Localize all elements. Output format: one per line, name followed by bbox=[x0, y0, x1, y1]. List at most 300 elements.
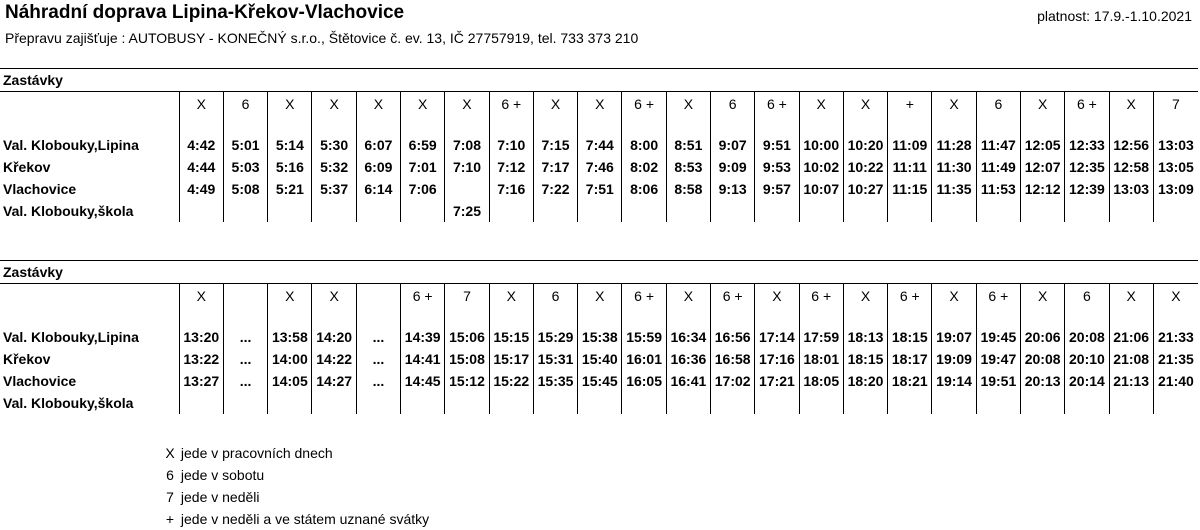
departure-time: 15:06 bbox=[445, 326, 489, 348]
empty-cell bbox=[445, 116, 489, 134]
departure-time bbox=[1153, 392, 1198, 414]
departure-time: 12:07 bbox=[1020, 156, 1064, 178]
departure-time: 16:05 bbox=[622, 370, 666, 392]
departure-time bbox=[1020, 392, 1064, 414]
empty-cell bbox=[843, 308, 887, 326]
day-code: 6 + bbox=[711, 284, 755, 309]
departure-time: 14:39 bbox=[401, 326, 445, 348]
day-code: 7 bbox=[445, 284, 489, 309]
departure-time: 16:01 bbox=[622, 348, 666, 370]
departure-time: 18:15 bbox=[843, 348, 887, 370]
departure-time: 14:00 bbox=[268, 348, 312, 370]
departure-time: 10:22 bbox=[843, 156, 887, 178]
departure-time bbox=[711, 200, 755, 222]
departure-time bbox=[666, 200, 710, 222]
day-code: 6 bbox=[533, 284, 577, 309]
day-code: X bbox=[1109, 92, 1153, 117]
empty-cell bbox=[356, 116, 400, 134]
day-code: X bbox=[755, 284, 799, 309]
departure-time bbox=[843, 392, 887, 414]
departure-time: 18:05 bbox=[799, 370, 843, 392]
departure-time: 6:07 bbox=[356, 134, 400, 156]
departure-time: 12:58 bbox=[1109, 156, 1153, 178]
empty-cell bbox=[1065, 116, 1109, 134]
departure-time: 7:10 bbox=[489, 134, 533, 156]
departure-time: 4:44 bbox=[179, 156, 223, 178]
departure-time bbox=[843, 200, 887, 222]
departure-time: 5:16 bbox=[268, 156, 312, 178]
departure-time: 16:58 bbox=[711, 348, 755, 370]
departure-time: 10:07 bbox=[799, 178, 843, 200]
operator-info: Přepravu zajišťuje : AUTOBUSY - KONEČNÝ s.r.o., Štětovice č. ev. 13, IČ 27757919, tel. 733 373 210 bbox=[5, 30, 639, 46]
day-code: X bbox=[179, 92, 223, 117]
day-codes-row bbox=[0, 92, 1198, 117]
departure-time bbox=[312, 392, 356, 414]
departure-time: 17:16 bbox=[755, 348, 799, 370]
empty-cell bbox=[445, 308, 489, 326]
departure-time: 16:34 bbox=[666, 326, 710, 348]
empty-cell bbox=[711, 116, 755, 134]
departure-time: 15:22 bbox=[489, 370, 533, 392]
stop-name: Křekov bbox=[3, 351, 51, 367]
stop-row bbox=[0, 156, 1198, 178]
day-code: 6 + bbox=[622, 284, 666, 309]
departure-time bbox=[1065, 392, 1109, 414]
departure-time: 7:22 bbox=[533, 178, 577, 200]
departure-time: 8:58 bbox=[666, 178, 710, 200]
departure-time: 14:45 bbox=[401, 370, 445, 392]
day-code bbox=[356, 284, 400, 309]
departure-time: 4:42 bbox=[179, 134, 223, 156]
day-code: X bbox=[578, 284, 622, 309]
departure-time: 12:12 bbox=[1020, 178, 1064, 200]
stop-row bbox=[0, 392, 1198, 414]
empty-cell bbox=[666, 116, 710, 134]
empty-cell bbox=[976, 116, 1020, 134]
departure-time: 20:13 bbox=[1020, 370, 1064, 392]
departure-time bbox=[622, 200, 666, 222]
legend-item bbox=[163, 486, 429, 508]
day-code: X bbox=[843, 92, 887, 117]
departure-time: 14:22 bbox=[312, 348, 356, 370]
day-code: 6 bbox=[1065, 284, 1109, 309]
departure-time: 6:09 bbox=[356, 156, 400, 178]
day-code: X bbox=[843, 284, 887, 309]
departure-time: 17:21 bbox=[755, 370, 799, 392]
departure-time: 10:27 bbox=[843, 178, 887, 200]
empty-cell bbox=[489, 308, 533, 326]
empty-cell bbox=[489, 116, 533, 134]
departure-time: 18:01 bbox=[799, 348, 843, 370]
departure-time: 21:33 bbox=[1153, 326, 1198, 348]
empty-cell bbox=[799, 308, 843, 326]
departure-time: 14:27 bbox=[312, 370, 356, 392]
departure-time bbox=[976, 200, 1020, 222]
departure-time: 8:53 bbox=[666, 156, 710, 178]
timetable bbox=[0, 68, 1198, 222]
empty-cell bbox=[1065, 308, 1109, 326]
day-code: X bbox=[932, 92, 976, 117]
day-code: X bbox=[179, 284, 223, 309]
page-title: Náhradní doprava Lipina-Křekov-Vlachovice bbox=[5, 2, 405, 23]
day-code: 6 + bbox=[888, 284, 932, 309]
departure-time bbox=[888, 392, 932, 414]
empty-cell bbox=[843, 116, 887, 134]
legend-symbol: 7 bbox=[166, 489, 174, 505]
empty-cell bbox=[0, 92, 179, 117]
empty-cell bbox=[268, 116, 312, 134]
departure-time bbox=[445, 392, 489, 414]
departure-time bbox=[489, 392, 533, 414]
departure-time: 4:49 bbox=[179, 178, 223, 200]
stops-header: Zastávky bbox=[0, 261, 1198, 284]
departure-time: 11:47 bbox=[976, 134, 1020, 156]
departure-time: 13:03 bbox=[1109, 178, 1153, 200]
departure-time: 11:53 bbox=[976, 178, 1020, 200]
departure-time: 9:09 bbox=[711, 156, 755, 178]
departure-time: 14:05 bbox=[268, 370, 312, 392]
legend-text: jede v sobotu bbox=[180, 467, 265, 483]
departure-time bbox=[179, 392, 223, 414]
departure-time: 16:41 bbox=[666, 370, 710, 392]
day-code: X bbox=[1109, 284, 1153, 309]
departure-time bbox=[932, 392, 976, 414]
empty-cell bbox=[533, 308, 577, 326]
empty-cell bbox=[755, 308, 799, 326]
departure-time bbox=[799, 200, 843, 222]
empty-cell bbox=[755, 116, 799, 134]
empty-cell bbox=[223, 308, 267, 326]
departure-time: 7:08 bbox=[445, 134, 489, 156]
departure-time: 17:02 bbox=[711, 370, 755, 392]
departure-time: 7:51 bbox=[578, 178, 622, 200]
departure-time: 11:49 bbox=[976, 156, 1020, 178]
departure-time: 7:44 bbox=[578, 134, 622, 156]
legend-symbol: X bbox=[165, 445, 175, 461]
stop-name: Křekov bbox=[3, 159, 51, 175]
empty-cell bbox=[666, 308, 710, 326]
departure-time: 18:13 bbox=[843, 326, 887, 348]
departure-time: ... bbox=[223, 348, 267, 370]
day-code: + bbox=[888, 92, 932, 117]
empty-cell bbox=[932, 308, 976, 326]
departure-time: 15:15 bbox=[489, 326, 533, 348]
departure-time: 18:15 bbox=[888, 326, 932, 348]
departure-time: 9:51 bbox=[755, 134, 799, 156]
departure-time bbox=[223, 200, 267, 222]
departure-time bbox=[401, 200, 445, 222]
departure-time bbox=[445, 178, 489, 200]
stop-name: Vlachovice bbox=[3, 373, 77, 389]
empty-cell bbox=[1020, 308, 1064, 326]
empty-cell bbox=[179, 116, 223, 134]
departure-time: 5:37 bbox=[312, 178, 356, 200]
legend-text: jede v neděli bbox=[180, 489, 260, 505]
departure-time bbox=[1020, 200, 1064, 222]
empty-cell bbox=[1109, 116, 1153, 134]
empty-cell bbox=[223, 116, 267, 134]
day-code: X bbox=[312, 284, 356, 309]
departure-time bbox=[578, 392, 622, 414]
departure-time bbox=[799, 392, 843, 414]
legend-text: jede v neděli a ve státem uznané svátky bbox=[180, 511, 430, 527]
departure-time bbox=[755, 200, 799, 222]
spacer-row bbox=[0, 308, 1198, 326]
departure-time: 10:00 bbox=[799, 134, 843, 156]
departure-time: 21:13 bbox=[1109, 370, 1153, 392]
empty-cell bbox=[799, 116, 843, 134]
departure-time: 17:59 bbox=[799, 326, 843, 348]
departure-time: 10:02 bbox=[799, 156, 843, 178]
empty-cell bbox=[888, 116, 932, 134]
departure-time bbox=[489, 200, 533, 222]
departure-time: 21:35 bbox=[1153, 348, 1198, 370]
departure-time: 7:17 bbox=[533, 156, 577, 178]
departure-time: ... bbox=[223, 326, 267, 348]
departure-time bbox=[932, 200, 976, 222]
day-code: 6 + bbox=[755, 92, 799, 117]
departure-time bbox=[976, 392, 1020, 414]
departure-time: 8:06 bbox=[622, 178, 666, 200]
departure-time: 7:16 bbox=[489, 178, 533, 200]
departure-time: 9:53 bbox=[755, 156, 799, 178]
departure-time: 8:51 bbox=[666, 134, 710, 156]
departure-time bbox=[1109, 200, 1153, 222]
departure-time: 7:06 bbox=[401, 178, 445, 200]
departure-time: 19:45 bbox=[976, 326, 1020, 348]
departure-time bbox=[356, 200, 400, 222]
departure-time: 16:56 bbox=[711, 326, 755, 348]
empty-cell bbox=[1109, 308, 1153, 326]
day-code: 7 bbox=[1153, 92, 1198, 117]
empty-cell bbox=[622, 116, 666, 134]
day-code: 6 + bbox=[976, 284, 1020, 309]
empty-cell bbox=[578, 116, 622, 134]
day-code: 6 + bbox=[622, 92, 666, 117]
empty-cell bbox=[356, 308, 400, 326]
stop-row bbox=[0, 370, 1198, 392]
departure-time bbox=[179, 200, 223, 222]
departure-time: 9:13 bbox=[711, 178, 755, 200]
departure-time: 15:17 bbox=[489, 348, 533, 370]
day-code: X bbox=[1153, 284, 1198, 309]
departure-time: 18:20 bbox=[843, 370, 887, 392]
departure-time: 11:11 bbox=[888, 156, 932, 178]
departure-time: 14:41 bbox=[401, 348, 445, 370]
departure-time: 7:46 bbox=[578, 156, 622, 178]
departure-time: 15:40 bbox=[578, 348, 622, 370]
departure-time: 7:12 bbox=[489, 156, 533, 178]
departure-time bbox=[533, 200, 577, 222]
stop-name: Val. Klobouky,škola bbox=[3, 203, 134, 219]
day-code: X bbox=[799, 92, 843, 117]
stop-row bbox=[0, 348, 1198, 370]
departure-time bbox=[223, 392, 267, 414]
day-code: X bbox=[445, 92, 489, 117]
empty-cell bbox=[1020, 116, 1064, 134]
day-code: 6 bbox=[711, 92, 755, 117]
day-code: 6 bbox=[976, 92, 1020, 117]
empty-cell bbox=[711, 308, 755, 326]
departure-time: 19:09 bbox=[932, 348, 976, 370]
day-code: 6 + bbox=[489, 92, 533, 117]
day-code: X bbox=[1020, 284, 1064, 309]
departure-time: 13:58 bbox=[268, 326, 312, 348]
day-code: X bbox=[1020, 92, 1064, 117]
departure-time: 5:08 bbox=[223, 178, 267, 200]
stop-row bbox=[0, 200, 1198, 222]
departure-time: 12:35 bbox=[1065, 156, 1109, 178]
departure-time bbox=[711, 392, 755, 414]
departure-time: 12:39 bbox=[1065, 178, 1109, 200]
departure-time: 13:05 bbox=[1153, 156, 1198, 178]
day-code: 6 + bbox=[799, 284, 843, 309]
departure-time: 15:35 bbox=[533, 370, 577, 392]
departure-time: 15:45 bbox=[578, 370, 622, 392]
empty-cell bbox=[0, 284, 179, 309]
departure-time bbox=[268, 392, 312, 414]
departure-time: 8:00 bbox=[622, 134, 666, 156]
departure-time: 15:29 bbox=[533, 326, 577, 348]
departure-time bbox=[356, 392, 400, 414]
departure-time: 16:36 bbox=[666, 348, 710, 370]
stop-name: Vlachovice bbox=[3, 181, 77, 197]
day-code: X bbox=[666, 92, 710, 117]
empty-cell bbox=[179, 308, 223, 326]
departure-time: 18:17 bbox=[888, 348, 932, 370]
departure-time: 5:14 bbox=[268, 134, 312, 156]
departure-time: 7:25 bbox=[445, 200, 489, 222]
departure-time: 7:01 bbox=[401, 156, 445, 178]
departure-time bbox=[755, 392, 799, 414]
day-code bbox=[223, 284, 267, 309]
legend bbox=[163, 442, 429, 530]
departure-time: ... bbox=[356, 326, 400, 348]
empty-cell bbox=[0, 308, 179, 326]
day-code: X bbox=[932, 284, 976, 309]
day-code: X bbox=[401, 92, 445, 117]
departure-time: 5:01 bbox=[223, 134, 267, 156]
departure-time bbox=[1153, 200, 1198, 222]
departure-time: 18:21 bbox=[888, 370, 932, 392]
day-code: X bbox=[489, 284, 533, 309]
day-code: X bbox=[268, 92, 312, 117]
departure-time: 20:10 bbox=[1065, 348, 1109, 370]
empty-cell bbox=[0, 116, 179, 134]
departure-time: 15:38 bbox=[578, 326, 622, 348]
departure-time: 20:08 bbox=[1020, 348, 1064, 370]
departure-time: 5:03 bbox=[223, 156, 267, 178]
departure-time: 11:35 bbox=[932, 178, 976, 200]
departure-time: ... bbox=[356, 370, 400, 392]
day-code: X bbox=[268, 284, 312, 309]
departure-time: 7:10 bbox=[445, 156, 489, 178]
departure-time: 9:57 bbox=[755, 178, 799, 200]
empty-cell bbox=[312, 308, 356, 326]
timetable-section-1 bbox=[0, 68, 1200, 222]
departure-time: 11:28 bbox=[932, 134, 976, 156]
timetable-section-2 bbox=[0, 260, 1200, 414]
empty-cell bbox=[622, 308, 666, 326]
empty-cell bbox=[401, 116, 445, 134]
departure-time bbox=[401, 392, 445, 414]
timetable bbox=[0, 260, 1198, 414]
departure-time: 13:22 bbox=[179, 348, 223, 370]
departure-time bbox=[312, 200, 356, 222]
departure-time: 13:09 bbox=[1153, 178, 1198, 200]
departure-time: 14:20 bbox=[312, 326, 356, 348]
day-code: X bbox=[312, 92, 356, 117]
departure-time: 13:20 bbox=[179, 326, 223, 348]
stop-row bbox=[0, 178, 1198, 200]
day-code: 6 + bbox=[401, 284, 445, 309]
departure-time: 21:08 bbox=[1109, 348, 1153, 370]
departure-time: 5:32 bbox=[312, 156, 356, 178]
departure-time: 13:03 bbox=[1153, 134, 1198, 156]
stop-name: Val. Klobouky,Lipina bbox=[3, 329, 139, 345]
day-codes-row bbox=[0, 284, 1198, 309]
legend-symbol: 6 bbox=[166, 467, 174, 483]
departure-time: 15:08 bbox=[445, 348, 489, 370]
departure-time bbox=[1109, 392, 1153, 414]
legend-item bbox=[163, 442, 429, 464]
legend-text: jede v pracovních dnech bbox=[180, 445, 333, 461]
departure-time: 5:21 bbox=[268, 178, 312, 200]
departure-time: 21:40 bbox=[1153, 370, 1198, 392]
departure-time bbox=[888, 200, 932, 222]
day-code: 6 + bbox=[1065, 92, 1109, 117]
departure-time: 10:20 bbox=[843, 134, 887, 156]
departure-time: 7:15 bbox=[533, 134, 577, 156]
departure-time: 6:59 bbox=[401, 134, 445, 156]
empty-cell bbox=[888, 308, 932, 326]
departure-time: 19:47 bbox=[976, 348, 1020, 370]
departure-time: 20:14 bbox=[1065, 370, 1109, 392]
empty-cell bbox=[976, 308, 1020, 326]
departure-time bbox=[666, 392, 710, 414]
departure-time: 15:31 bbox=[533, 348, 577, 370]
departure-time: 17:14 bbox=[755, 326, 799, 348]
departure-time: 11:09 bbox=[888, 134, 932, 156]
departure-time: 21:06 bbox=[1109, 326, 1153, 348]
departure-time bbox=[268, 200, 312, 222]
empty-cell bbox=[1153, 308, 1198, 326]
legend-symbol: + bbox=[165, 511, 175, 527]
empty-cell bbox=[932, 116, 976, 134]
empty-cell bbox=[401, 308, 445, 326]
spacer-row bbox=[0, 116, 1198, 134]
departure-time: 6:14 bbox=[356, 178, 400, 200]
departure-time bbox=[622, 392, 666, 414]
departure-time: 15:12 bbox=[445, 370, 489, 392]
day-code: 6 bbox=[223, 92, 267, 117]
departure-time: ... bbox=[356, 348, 400, 370]
departure-time: 20:06 bbox=[1020, 326, 1064, 348]
departure-time: 19:51 bbox=[976, 370, 1020, 392]
empty-cell bbox=[533, 116, 577, 134]
departure-time: 20:08 bbox=[1065, 326, 1109, 348]
departure-time: 11:30 bbox=[932, 156, 976, 178]
day-code: X bbox=[533, 92, 577, 117]
empty-cell bbox=[578, 308, 622, 326]
departure-time: 12:05 bbox=[1020, 134, 1064, 156]
departure-time bbox=[1065, 200, 1109, 222]
stop-name: Val. Klobouky,škola bbox=[3, 395, 134, 411]
departure-time: 15:59 bbox=[622, 326, 666, 348]
departure-time: 19:07 bbox=[932, 326, 976, 348]
departure-time: ... bbox=[223, 370, 267, 392]
departure-time: 13:27 bbox=[179, 370, 223, 392]
